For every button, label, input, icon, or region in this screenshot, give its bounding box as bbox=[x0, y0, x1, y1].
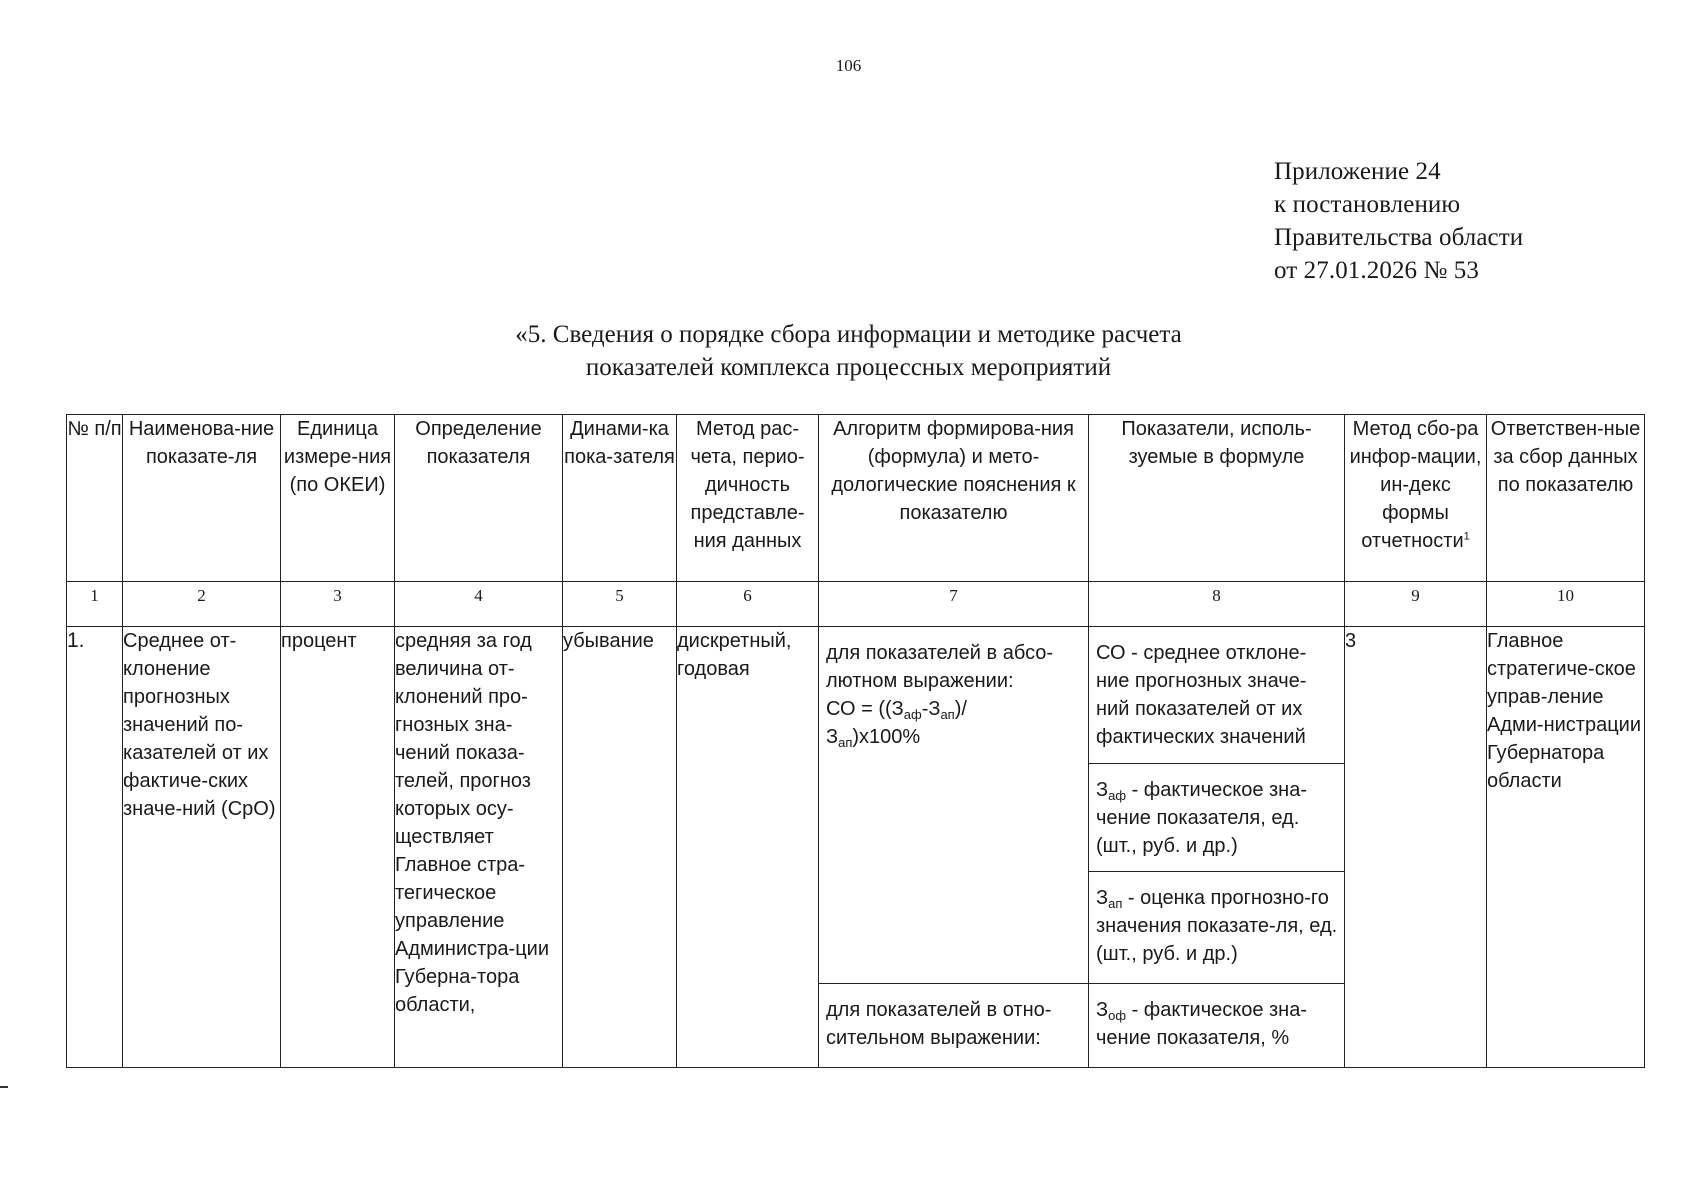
formula-part: З bbox=[826, 726, 839, 748]
column-number: 5 bbox=[563, 582, 677, 627]
algorithm-cell bbox=[819, 627, 1089, 1068]
appendix-block bbox=[1274, 155, 1523, 287]
responsible-party: Главное стратегиче-ское управ-ление Адми-нистрации Губернатора области bbox=[1487, 627, 1645, 1068]
indicator-name: Среднее от-клонение прогнозных значений по-казателей от их фактиче-ских значе-ний (СрО) bbox=[123, 627, 281, 1068]
header-cell-collection-method bbox=[1345, 415, 1487, 582]
formula-part: )х100% bbox=[852, 726, 921, 748]
formula-subscript: аф bbox=[903, 707, 922, 722]
header-cell: Алгоритм формирова-ния (формула) и мето-дологические пояснения к показателю bbox=[819, 415, 1089, 582]
column-number: 7 bbox=[819, 582, 1089, 627]
footnote-mark: 1 bbox=[1463, 530, 1470, 543]
page-number: 106 bbox=[835, 56, 862, 75]
scan-edge-mark bbox=[0, 1086, 8, 1088]
header-text: Метод сбо-ра инфор-мации, ин-декс формы отчетности bbox=[1349, 418, 1482, 552]
formula-subscript: ап bbox=[940, 707, 955, 722]
column-number-row bbox=[67, 582, 1645, 627]
appendix-line-3: Правительства области bbox=[1274, 224, 1524, 251]
column-number: 3 bbox=[281, 582, 395, 627]
indicator-subscript: ап bbox=[1108, 896, 1123, 911]
collection-method: 3 bbox=[1345, 627, 1487, 1068]
header-cell: Определение показателя bbox=[395, 415, 563, 582]
appendix-line-4: от 27.01.2026 № 53 bbox=[1274, 257, 1479, 284]
formula-indicator bbox=[1089, 871, 1344, 983]
indicator-symbol: З bbox=[1096, 887, 1109, 909]
table-row bbox=[67, 627, 1645, 1068]
algorithm-relative: для показателей в отно-сительном выражении: bbox=[819, 983, 1088, 1067]
column-number: 4 bbox=[395, 582, 563, 627]
algorithm-absolute-text: для показателей в абсо-лютном выражении: bbox=[826, 642, 1054, 692]
title-line-2: показателей комплекса процессных мероприятий bbox=[585, 354, 1112, 381]
appendix-line-2: к постановлению bbox=[1274, 191, 1461, 218]
formula bbox=[826, 698, 967, 748]
formula-indicator bbox=[1089, 983, 1344, 1067]
header-cell: Показатели, исполь-зуемые в формуле bbox=[1089, 415, 1345, 582]
indicator-subscript: аф bbox=[1108, 788, 1127, 803]
indicator-symbol: З bbox=[1096, 779, 1109, 801]
formula-part: )/ bbox=[954, 698, 967, 720]
header-cell: Наименова-ние показате-ля bbox=[123, 415, 281, 582]
indicator-definition: средняя за год величина от-клонений про-гнозных зна-чений показа-телей, прогноз которых осу-ществляет Главное стра-тегическое управление Администра-ции Губерна-тора области, bbox=[395, 627, 563, 1068]
algorithm-absolute bbox=[819, 627, 1088, 983]
appendix-line-1: Приложение 24 bbox=[1274, 158, 1441, 185]
calculation-method: дискретный, годовая bbox=[677, 627, 819, 1068]
indicator-description: - фактическое зна-чение показателя, ед. (шт., руб. и др.) bbox=[1096, 779, 1308, 857]
title-line-1: «5. Сведения о порядке сбора информации и методике расчета bbox=[515, 321, 1182, 348]
document-title bbox=[0, 318, 1697, 384]
column-number: 9 bbox=[1345, 582, 1487, 627]
header-cell: Единица измере-ния (по ОКЕИ) bbox=[281, 415, 395, 582]
indicator-description: - фактическое зна-чение показателя, % bbox=[1096, 999, 1308, 1049]
row-number: 1. bbox=[67, 627, 123, 1068]
formula-indicator bbox=[1089, 763, 1344, 871]
unit-of-measure: процент bbox=[281, 627, 395, 1068]
formula-indicator: СО - среднее отклоне-ние прогнозных значе-ний показателей от их фактических значений bbox=[1096, 642, 1307, 748]
formula-subscript: ап bbox=[838, 735, 853, 750]
indicators-table bbox=[66, 414, 1645, 1068]
indicator-subscript: оф bbox=[1108, 1008, 1127, 1023]
table-header-row bbox=[67, 415, 1645, 582]
header-cell: Ответствен-ные за сбор данных по показателю bbox=[1487, 415, 1645, 582]
column-number: 10 bbox=[1487, 582, 1645, 627]
indicator-description: - оценка прогнозно-го значения показате-ля, ед. (шт., руб. и др.) bbox=[1096, 887, 1338, 965]
formula-indicators-cell bbox=[1089, 627, 1345, 1068]
column-number: 2 bbox=[123, 582, 281, 627]
column-number: 1 bbox=[67, 582, 123, 627]
header-cell: № п/п bbox=[67, 415, 123, 582]
indicator-symbol: З bbox=[1096, 999, 1109, 1021]
column-number: 6 bbox=[677, 582, 819, 627]
indicator-dynamics: убывание bbox=[563, 627, 677, 1068]
header-cell: Метод рас-чета, перио-дичность представле-ния данных bbox=[677, 415, 819, 582]
column-number: 8 bbox=[1089, 582, 1345, 627]
formula-part: -З bbox=[921, 698, 941, 720]
header-cell: Динами-ка пока-зателя bbox=[563, 415, 677, 582]
formula-part: СО = ((З bbox=[826, 698, 904, 720]
